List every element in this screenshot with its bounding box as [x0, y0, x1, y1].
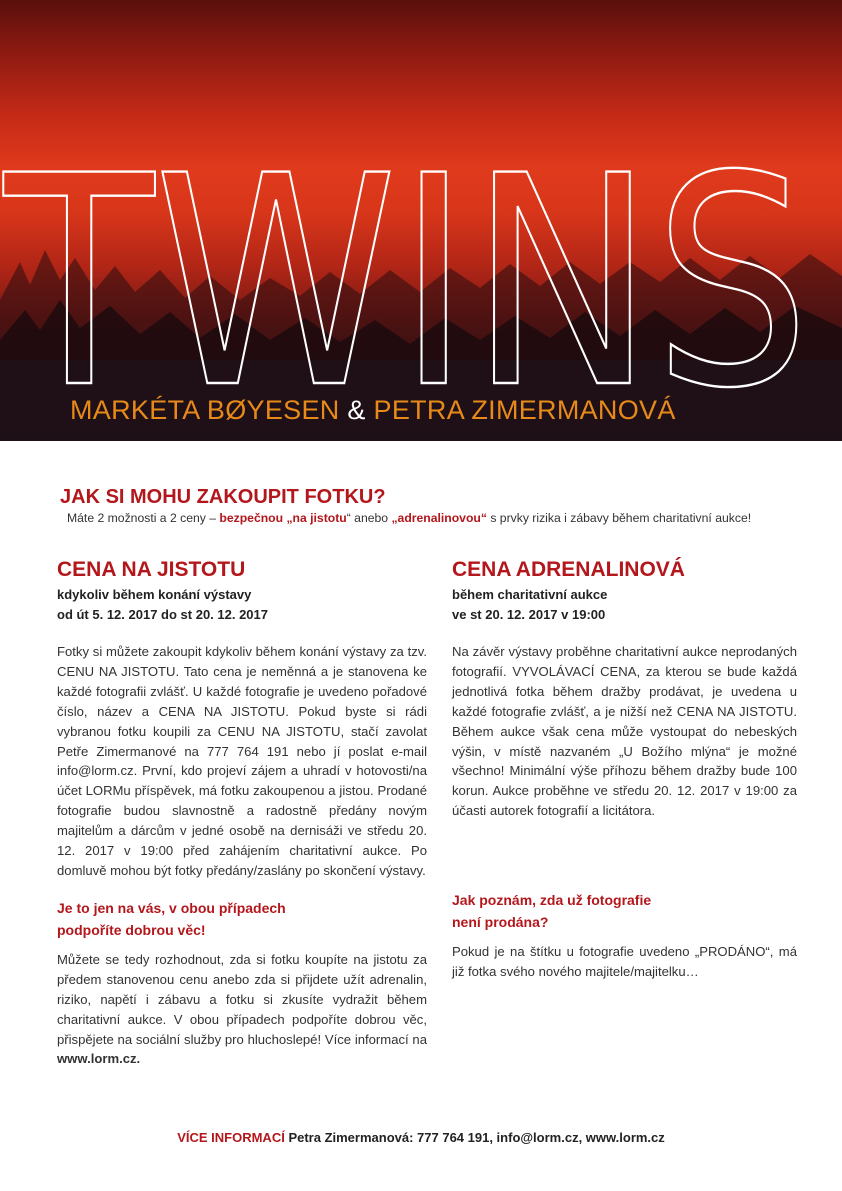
- fixed-price-column: [57, 558, 427, 1069]
- adrenaline-body: Na závěr výstavy proběhne charitativní aukce neprodaných fotografií. VYVOLÁVACÍ CENA, za kterou se bude každá jednotlivá fotka během dražby prodávat, je uvedena u každé fotografie zvlášť, a je nižší než CENA NA JISTOTU. Během aukce však cena může vystoupat do nebeských výšin, v místě nazvaném „U Božího mlýna“ je možné všechno! Minimální výše příhozu během dražby bude 100 korun. Aukce proběhne ve středu 20. 12. 2017 v 19:00 za účasti autorek fotografií a licitátora.: [452, 644, 797, 819]
- artist-2: PETRA ZIMERMANOVÁ: [373, 395, 676, 425]
- footer-label: VÍCE INFORMACÍ: [177, 1130, 285, 1145]
- intro-safe-option: bezpečnou „na jistotu: [219, 511, 347, 525]
- purchase-intro: [67, 511, 797, 525]
- footer-contact-text: Petra Zimermanová: 777 764 191, info@lorm.cz, www.lorm.cz: [284, 1130, 665, 1145]
- artist-1: MARKÉTA BØYESEN: [70, 395, 340, 425]
- lorm-website-link[interactable]: www.lorm.cz.: [57, 1051, 141, 1067]
- support-heading-line-2: podpoříte dobrou věc!: [57, 921, 206, 938]
- intro-text-2: “ anebo: [346, 511, 392, 525]
- adrenaline-date: ve st 20. 12. 2017 v 19:00: [452, 607, 606, 622]
- artist-names: [70, 395, 676, 426]
- intro-text-1: Máte 2 možnosti a 2 ceny –: [67, 511, 220, 525]
- adrenaline-price-column: [452, 558, 797, 982]
- ampersand: &: [347, 395, 366, 425]
- fixed-price-subtitle-1: kdykoliv během konání výstavy: [57, 587, 252, 602]
- support-heading-line-1: Je to jen na vás, v obou případech: [57, 899, 286, 916]
- support-body: [57, 950, 427, 1069]
- adrenaline-subtitle-1: během charitativní aukce: [452, 587, 608, 602]
- sold-heading-line-1: Jak poznám, zda už fotografie: [452, 892, 652, 909]
- fixed-price-body: Fotky si můžete zakoupit kdykoliv během konání výstavy za tzv. CENU NA JISTOTU. Tato cena je neměnná a je stanovena ke každé fotografii zvlášť. U každé fotografie je uvedeno pořadové číslo, název a CENA NA JISTOTU. Pokud byste si rádi vybranou fotku koupili za CENU NA JISTOTU, stačí zavolat Petře Zimermanové na 777 764 191 nebo jí poslat e-mail info@lorm.cz. První, kdo projeví zájem a uhradí v hotovosti/na účet LORMu příspěvek, má fotku zakoupenou a jistou. Prodané fotografie budou slavnostně a radostně předány novým majitelům a dárcům v jedné osobě na dernisáži ve středu 20. 12. 2017 v 19:00 před zahájením charitativní aukce. Po domluvě mohou být fotky předány/zaslány po skončení výstavy.: [57, 644, 427, 878]
- fixed-price-title: CENA NA JISTOTU: [57, 558, 246, 581]
- intro-text-3: s prvky rizika i zábavy během charitativní aukce!: [486, 511, 752, 525]
- sold-body: Pokud je na štítku u fotografie uvedeno „PRODÁNO“, má již fotka svého nového majitele/majitelku…: [452, 944, 797, 980]
- intro-adrenaline-option: „adrenalinovou“: [391, 511, 487, 525]
- support-body-text: Můžete se tedy rozhodnout, zda si fotku koupíte na jistotu za předem stanovenou cenu anebo zda si přijdete užít adrenalin, riziko, napětí i zábavu a fotku si zkusíte vydražit během charitativní aukce. V obou případech podpoříte dobrou věc, přispějete na sociální služby pro hluchoslepé! Více informací na: [57, 951, 427, 1047]
- footer-contact: [0, 1130, 842, 1145]
- hero-banner: [0, 0, 842, 441]
- hero-title-graphic: [0, 0, 842, 441]
- sold-heading-line-2: není prodána?: [452, 914, 549, 931]
- support-heading: [57, 897, 427, 941]
- sold-heading: [452, 889, 797, 933]
- adrenaline-price-title: CENA ADRENALINOVÁ: [452, 558, 685, 581]
- hero-title: TWINS: [0, 115, 811, 441]
- fixed-price-dates: od út 5. 12. 2017 do st 20. 12. 2017: [57, 607, 268, 622]
- purchase-question-title: JAK SI MOHU ZAKOUPIT FOTKU?: [60, 486, 386, 508]
